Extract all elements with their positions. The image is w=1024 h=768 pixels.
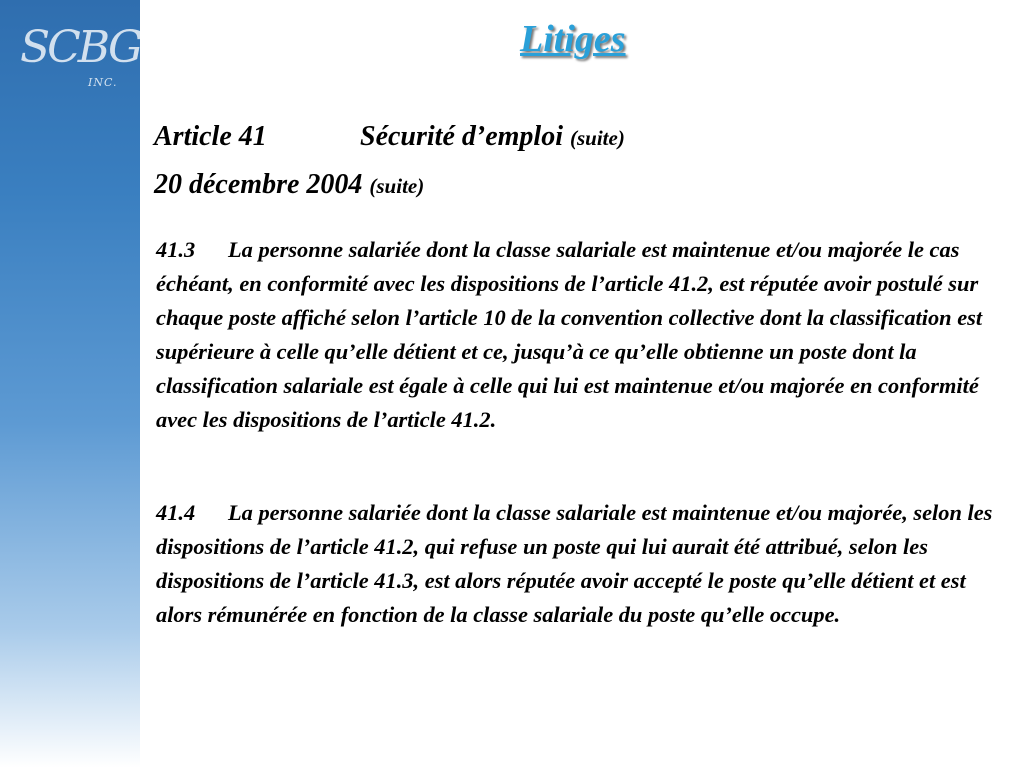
slide-title: Litiges <box>520 18 626 60</box>
paragraph-text: La personne salariée dont la classe salariale est maintenue et/ou majorée le cas échéant, en conformité avec les dispositions de l’article 41.2, est réputée avoir postulé sur chaque poste affiché selon l’article 10 de la convention collective dont la classification est supérieure à celle qu’elle détient et ce, jusqu’à ce qu’elle obtienne un poste dont la classification salariale est égale à celle qui lui est maintenue et/ou majorée en conformité avec les dispositions de l’article 41.2. <box>156 237 983 432</box>
date-heading <box>154 170 424 201</box>
paragraph-number: 41.3 <box>156 237 196 262</box>
date-suite: (suite) <box>369 174 425 198</box>
article-heading <box>154 122 625 153</box>
article-label: Article 41 <box>154 121 267 152</box>
logo-subtext: INC. <box>88 76 118 89</box>
logo-text: SCBG <box>20 22 141 73</box>
paragraph-text: La personne salariée dont la classe salariale est maintenue et/ou majorée, selon les dispositions de l’article 41.2, qui refuse un poste qui lui aurait été attribué, selon les dispositions de l’article 41.3, est alors réputée avoir accepté le poste qu’elle détient et est alors rémunérée en fonction de la classe salariale du poste qu’elle occupe. <box>156 500 993 627</box>
paragraph-41-4 <box>156 496 1006 632</box>
sidebar-gradient <box>0 0 140 768</box>
paragraph-41-3 <box>156 233 1006 437</box>
article-name: Sécurité d’emploi <box>360 121 563 152</box>
article-suite: (suite) <box>569 126 625 150</box>
paragraph-number: 41.4 <box>156 500 196 525</box>
company-logo <box>18 18 141 98</box>
date-text: 20 décembre 2004 <box>154 169 363 200</box>
